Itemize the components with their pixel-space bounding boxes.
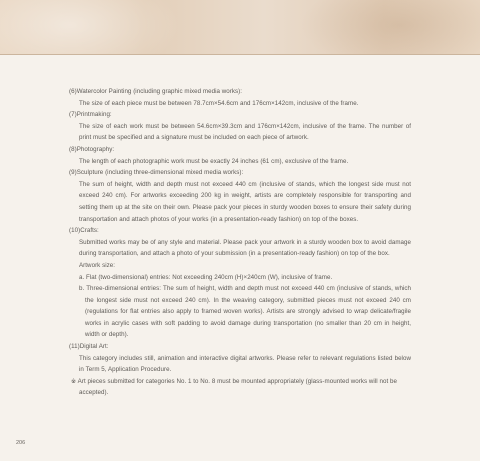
header-divider	[0, 54, 480, 55]
mounting-note: ※ Art pieces submitted for categories No. 1 to No. 8 must be mounted appropriately (glass-mounted works will not be accepted).	[71, 377, 397, 397]
section-printmaking-text: The size of each work must be between 54.6cm×39.3cm and 176cm×142cm, inclusive of the frame. The number of print must be specified and a signature must be included on each piece of artwork.	[79, 122, 411, 142]
crafts-3d-entries: b. Three-dimensional entries: The sum of height, width and depth must not exceed 440 cm (inclusive of stands, which the longest side must not exceed 240 cm). In the weaving category, submitted pieces must not exceed 240 cm (regulations for flat entries also apply to framed woven works). Artists are strongly advised to wrap delicate/fragile works in acrylic cases with soft padding to avoid damage during transportation (no smaller than 20 cm in height, width or depth).	[79, 285, 411, 339]
section-digital-art-text: This category includes still, animation and interactive digital artworks. Please refer to relevant regulations listed below in Term 5, Application Procedure.	[79, 354, 411, 374]
crafts-artwork-size-label: Artwork size:	[79, 261, 116, 269]
crafts-flat-entries: a. Flat (two-dimensional) entries: Not exceeding 240cm (H)×240cm (W), inclusive of frame.	[79, 273, 333, 281]
section-photography-text: The length of each photographic work must be exactly 24 inches (61 cm), exclusive of the frame.	[79, 157, 349, 165]
section-photography-heading: (8)Photography:	[69, 145, 115, 153]
section-sculpture-text: The sum of height, width and depth must not exceed 440 cm (inclusive of stands, which the longest side must not exceed 240 cm). For artworks exceeding 200 kg in weight, artists are completely responsible for transporting and setting them up at the site on their own. Please pack your pieces in sturdy wooden boxes to ensure their safety during transportation and attach photos of your works (in a presentation-ready fashion) on top of the boxes.	[79, 180, 411, 223]
header-banner	[0, 0, 480, 54]
section-sculpture-heading: (9)Sculpture (including three-dimensional mixed media works):	[69, 169, 244, 177]
section-watercolor-heading: (6)Watercolor Painting (including graphic mixed media works):	[69, 88, 243, 95]
section-printmaking-heading: (7)Printmaking:	[69, 111, 112, 119]
section-watercolor-text: The size of each piece must be between 78.7cm×54.6cm and 176cm×142cm, inclusive of the frame.	[79, 99, 359, 107]
section-digital-art-heading: (11)Digital Art:	[69, 343, 109, 351]
section-crafts-text: Submitted works may be of any style and material. Please pack your artwork in a sturdy wooden box to avoid damage during transportation, and attach a photo of your submission (in a presentation-ready fashion) on top of the box.	[79, 238, 411, 258]
section-crafts-heading: (10)Crafts:	[69, 227, 99, 235]
document-body	[69, 86, 411, 399]
page-number: 206	[16, 440, 26, 446]
